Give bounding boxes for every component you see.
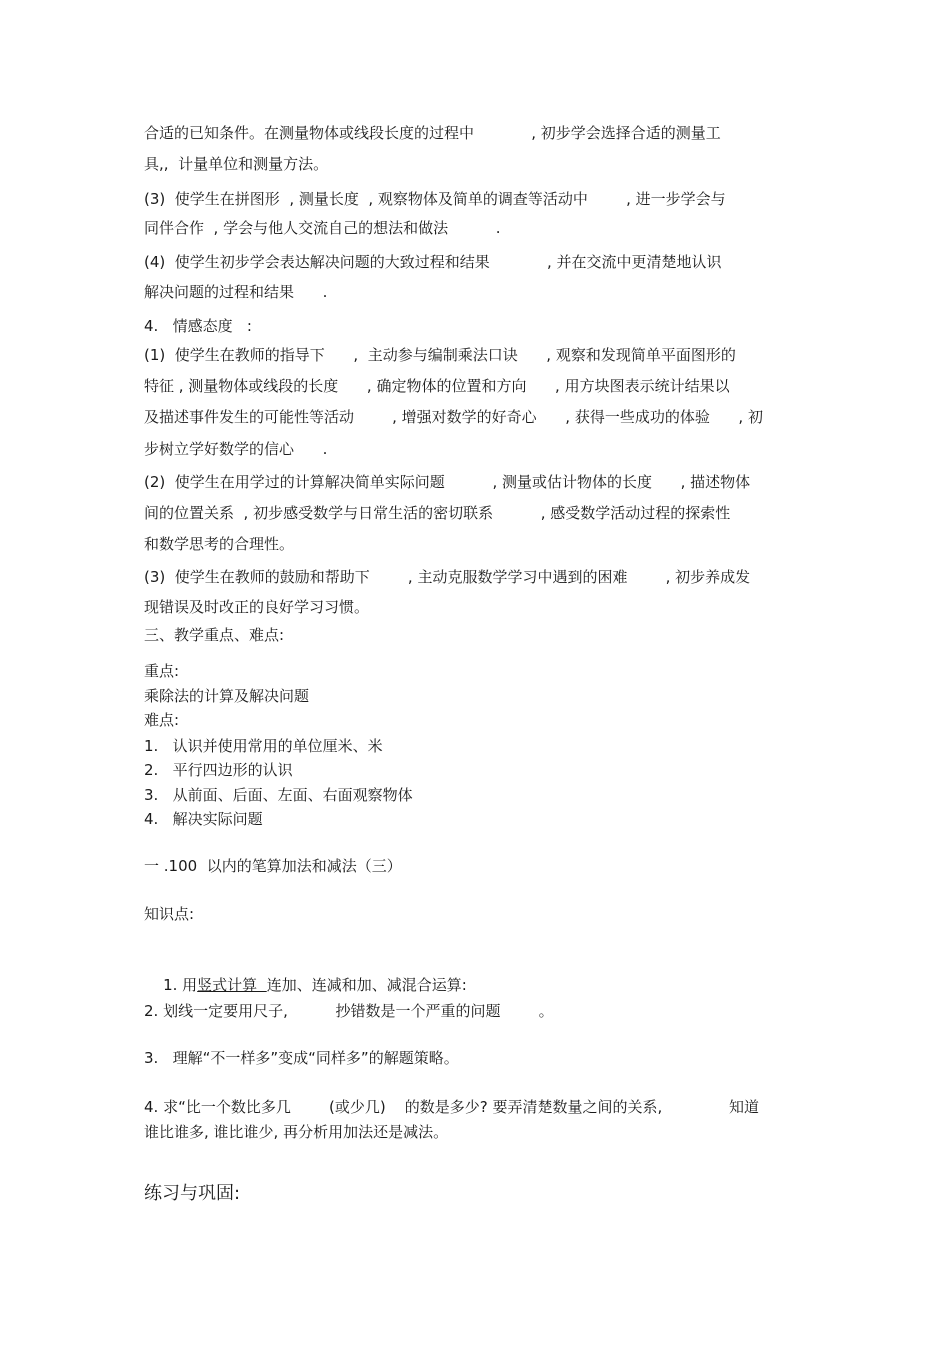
paragraph-line: 特征 , 测量物体或线段的长度 , 确定物体的位置和方向 , 用方块图表示统计结果以 [144, 377, 730, 395]
label-text: 知识点: [144, 905, 195, 923]
knowledge-point: 3. 理解“不一样多”变成“同样多”的解题策略。 [144, 1049, 459, 1067]
paragraph-line: (4) 使学生初步学会表达解决问题的大致过程和结果 , 并在交流中更清楚地认识 [144, 253, 722, 271]
label-text: 难点: [144, 711, 180, 729]
label-text: 乘除法的计算及解决问题 [144, 687, 310, 705]
knowledge-point: 4. 求“比一个数比多几 (或少几) 的数是多少? 要弄清楚数量之间的关系, 知道 [144, 1098, 760, 1116]
paragraph-line: 及描述事件发生的可能性等活动 , 增强对数学的好奇心 , 获得一些成功的体验 , 初 [144, 408, 763, 426]
unit-title: 一 .100 以内的笔算加法和减法（三） [144, 857, 402, 875]
paragraph-line: 间的位置关系 , 初步感受数学与日常生活的密切联系 , 感受数学活动过程的探索性 [144, 504, 731, 522]
list-item: 4. 解决实际问题 [144, 810, 263, 828]
paragraph-line: (1) 使学生在教师的指导下 , 主动参与编制乘法口诀 , 观察和发现简单平面图形的 [144, 346, 736, 364]
knowledge-point: 谁比谁多, 谁比谁少, 再分析用加法还是减法。 [144, 1123, 449, 1141]
list-item: 3. 从前面、后面、左面、右面观察物体 [144, 786, 413, 804]
section-heading: 三、教学重点、难点: [144, 626, 285, 644]
label-text: 重点: [144, 662, 180, 680]
list-item: 1. 认识并使用常用的单位厘米、米 [144, 737, 383, 755]
knowledge-prefix: 1. 用 [163, 976, 198, 994]
knowledge-point: 2. 划线一定要用尺子, 抄错数是一个严重的问题 。 [144, 1002, 554, 1020]
paragraph-line: 现错误及时改正的良好学习习惯。 [144, 598, 370, 616]
paragraph-line: 具,, 计量单位和测量方法。 [144, 155, 329, 173]
knowledge-rest: 连加、连减和加、减混合运算: [266, 976, 467, 994]
exercise-heading: 练习与巩固: [144, 1183, 241, 1204]
paragraph-line: (3) 使学生在教师的鼓励和帮助下 , 主动克服数学学习中遇到的困难 , 初步养成发 [144, 568, 751, 586]
section-heading: 4. 情感态度 : [144, 317, 252, 335]
paragraph-line: 解决问题的过程和结果 . [144, 283, 328, 301]
paragraph-line: 同伴合作 , 学会与他人交流自己的想法和做法 . [144, 219, 501, 237]
paragraph-line: 步树立学好数学的信心 . [144, 440, 328, 458]
paragraph-line: 和数学思考的合理性。 [144, 535, 295, 553]
list-item: 2. 平行四边形的认识 [144, 761, 293, 779]
paragraph-line: (3) 使学生在拼图形 , 测量长度 , 观察物体及简单的调查等活动中 , 进一步学会与 [144, 190, 726, 208]
paragraph-line: 合适的已知条件。在测量物体或线段长度的过程中 , 初步学会选择合适的测量工 [144, 124, 721, 142]
paragraph-line: (2) 使学生在用学过的计算解决简单实际问题 , 测量或估计物体的长度 , 描述物体 [144, 473, 751, 491]
underlined-term: 竖式计算 [197, 976, 267, 994]
